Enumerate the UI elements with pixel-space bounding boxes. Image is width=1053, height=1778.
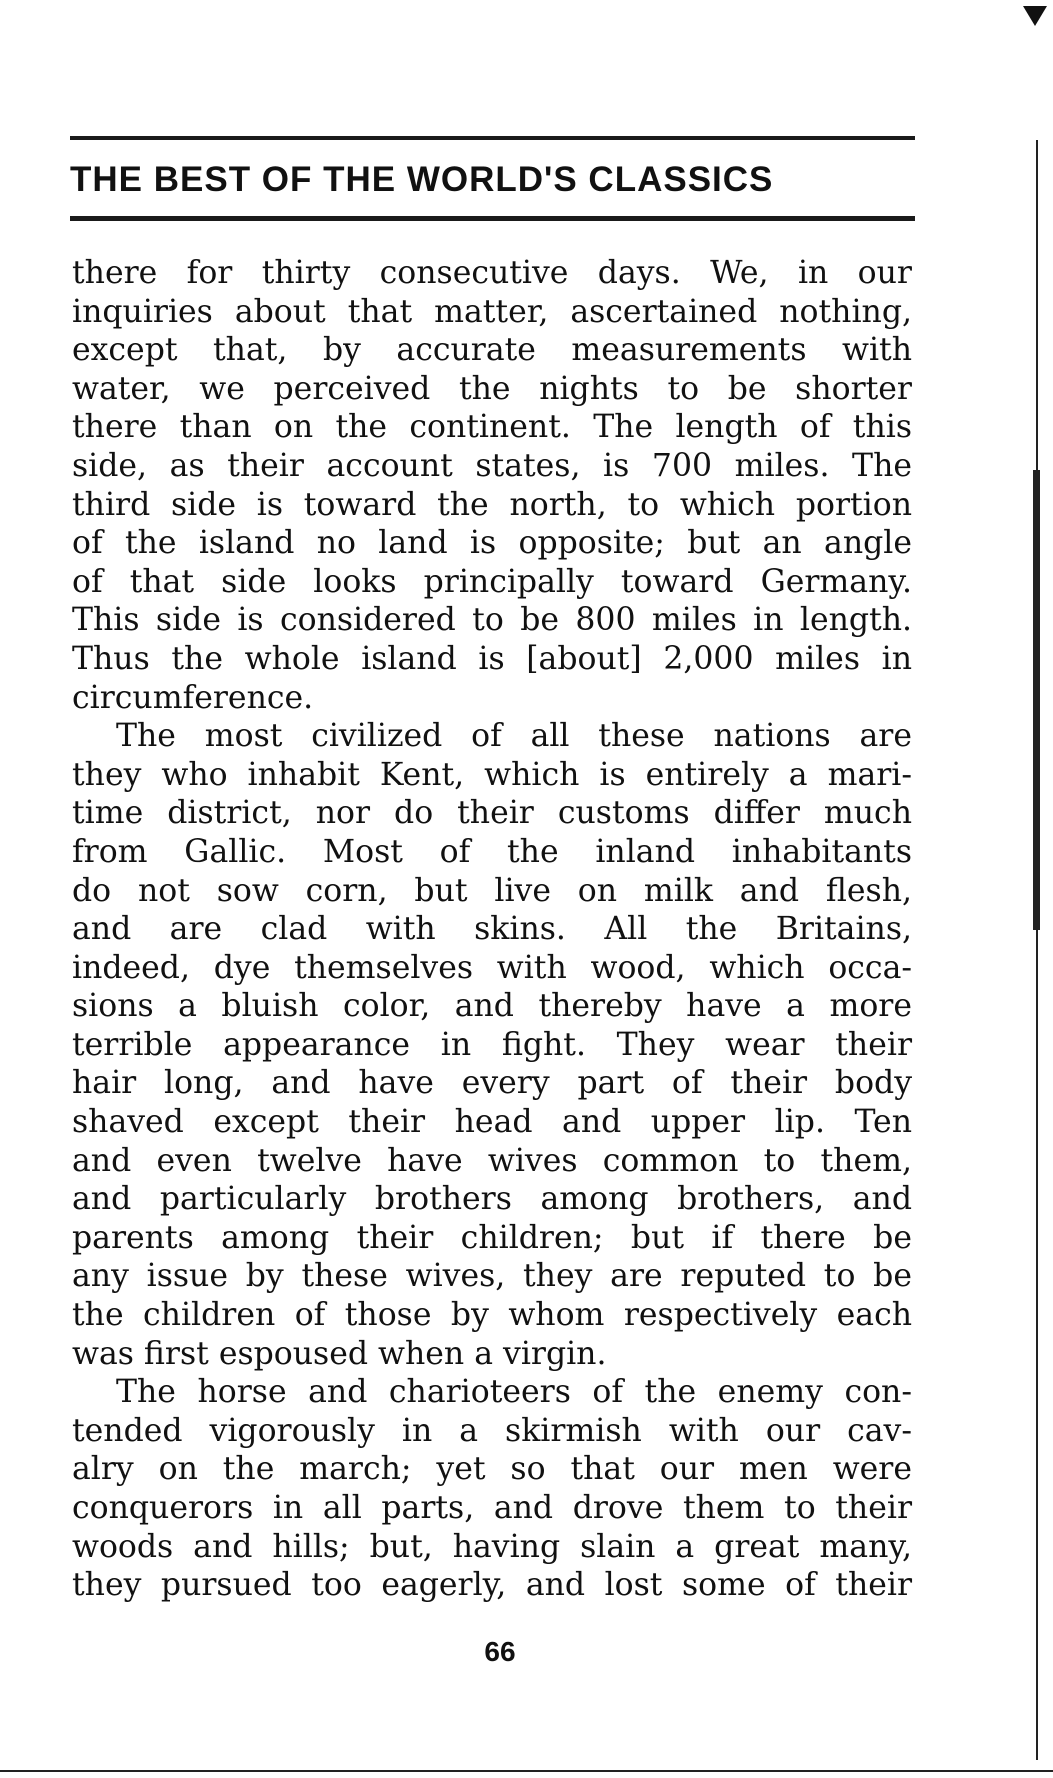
text-line: do not sow corn, but live on milk and flesh,: [72, 872, 912, 909]
scan-edge-line: [1033, 470, 1040, 930]
text-line: alry on the march; yet so that our men were: [72, 1451, 912, 1488]
text-line: woods and hills; but, having slain a great many,: [72, 1528, 912, 1565]
text-line: any issue by these wives, they are reputed to be: [72, 1258, 912, 1295]
text-line: and particularly brothers among brothers, and: [72, 1181, 912, 1218]
running-title: THE BEST OF THE WORLD'S CLASSICS: [70, 160, 774, 199]
text-line: and are clad with skins. All the Britains,: [72, 911, 912, 948]
page-number: 66: [484, 1636, 516, 1667]
text-line: except that, by accurate measurements with: [72, 332, 912, 369]
text-line: they who inhabit Kent, which is entirely a mari-: [72, 756, 912, 793]
text-line: side, as their account states, is 700 miles. The: [72, 447, 912, 484]
text-line: terrible appearance in fight. They wear their: [72, 1026, 912, 1063]
text-line: conquerors in all parts, and drove them to their: [72, 1490, 912, 1526]
text-line: water, we perceived the nights to be shorter: [72, 370, 912, 407]
scan-edge-line: [1036, 140, 1038, 1760]
text-line: sions a bluish color, and thereby have a more: [72, 988, 912, 1025]
top-rule: [70, 136, 915, 140]
text-line: shaved except their head and upper lip. Ten: [72, 1104, 912, 1141]
scan-edge-line: [0, 1770, 1053, 1772]
text-line: parents among their children; but if there be: [72, 1219, 912, 1256]
paragraph-start-line: The horse and charioteers of the enemy con-: [116, 1374, 912, 1411]
text-line: inquiries about that matter, ascertained nothing,: [72, 293, 912, 330]
body-text: [72, 254, 912, 1605]
text-line: Thus the whole island is [about] 2,000 miles in: [72, 640, 912, 677]
text-line: they pursued too eagerly, and lost some of their: [72, 1567, 912, 1604]
text-line: of the island no land is opposite; but an angle: [72, 525, 912, 562]
header-rule: [70, 216, 915, 221]
text-line: the children of those by whom respectively each: [72, 1297, 912, 1334]
text-line: tended vigorously in a skirmish with our cav-: [72, 1412, 912, 1449]
text-line: third side is toward the north, to which portion: [72, 486, 912, 523]
text-line: was first espoused when a virgin.: [72, 1335, 607, 1372]
text-line: hair long, and have every part of their body: [72, 1065, 912, 1102]
text-line: This side is considered to be 800 miles in length.: [72, 602, 912, 639]
text-line: there than on the continent. The length of this: [72, 409, 912, 446]
text-line: of that side looks principally toward Germany.: [72, 563, 912, 600]
text-line: circumference.: [72, 679, 314, 716]
paragraph-start-line: The most civilized of all these nations are: [116, 718, 912, 755]
text-line: from Gallic. Most of the inland inhabitants: [72, 833, 912, 870]
text-line: indeed, dye themselves with wood, which occa-: [72, 949, 912, 986]
text-line: there for thirty consecutive days. We, in our: [72, 255, 912, 291]
text-line: and even twelve have wives common to them,: [72, 1142, 912, 1179]
text-line: time district, nor do their customs differ much: [72, 795, 912, 832]
corner-mark-icon: [1023, 6, 1047, 26]
